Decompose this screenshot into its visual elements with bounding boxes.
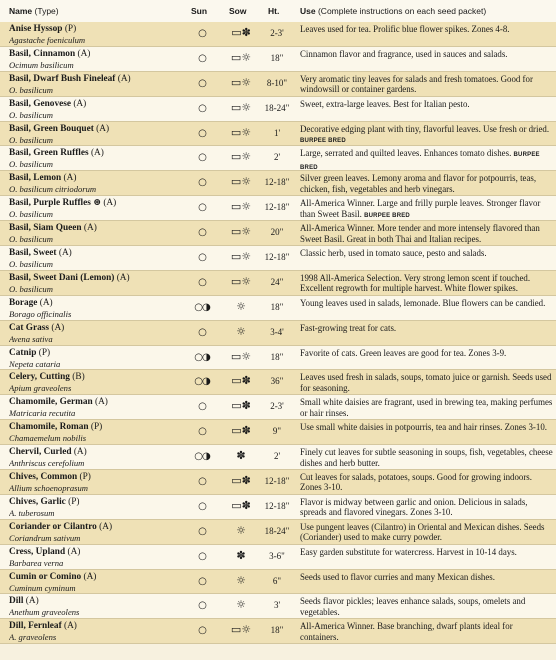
herb-latin-name: Nepeta cataria	[9, 358, 61, 369]
use-description	[300, 148, 553, 173]
table-row	[0, 445, 556, 470]
herb-type: (A)	[116, 272, 130, 283]
table-body	[0, 22, 556, 644]
herb-type: (P)	[38, 347, 51, 358]
herb-name: Cat Grass	[9, 322, 50, 333]
height-value: 3-6"	[269, 550, 285, 561]
sow-icon: ▭☼	[230, 349, 252, 363]
header-use-label: Use	[300, 6, 316, 16]
use-description	[300, 99, 553, 111]
herb-name-cell	[9, 74, 187, 95]
sun-icon: ○◑	[194, 301, 210, 313]
table-row	[0, 346, 556, 371]
use-description	[300, 348, 553, 360]
herb-name-cell	[9, 447, 187, 468]
herb-latin-name: Matricaria recutita	[9, 408, 76, 419]
height-value: 24"	[270, 276, 284, 287]
table-header	[0, 0, 556, 22]
herb-name: Coriander or Cilantro	[9, 521, 97, 532]
herb-name-cell	[9, 298, 187, 319]
herb-name-cell	[9, 472, 187, 493]
herb-name: Basil, Purple Ruffles ⊛	[9, 198, 101, 209]
use-text: Very aromatic tiny leaves for salads and fresh tomatoes. Good for windowsill or container gardens.	[300, 73, 533, 95]
height-value: 8-10"	[266, 77, 288, 88]
sun-icon: ○	[198, 227, 206, 239]
table-row	[0, 495, 556, 520]
sow-icon: ▭☼	[230, 250, 252, 264]
herb-name-cell	[9, 49, 187, 70]
use-description	[300, 621, 553, 644]
herb-name-line	[9, 397, 187, 408]
herb-name-cell	[9, 348, 187, 369]
herb-name-cell	[9, 148, 187, 169]
use-description	[300, 124, 553, 147]
herb-latin-name: O. basilicum	[9, 84, 53, 95]
herb-type: (A)	[39, 297, 53, 308]
header-height: Ht.	[268, 6, 280, 16]
table-row	[0, 122, 556, 147]
herb-name-line	[9, 422, 187, 433]
herb-name-line	[9, 49, 187, 60]
herb-name-cell	[9, 248, 187, 269]
sun-icon: ○	[198, 525, 206, 537]
height-value: 1'	[273, 127, 281, 138]
herb-type: (A)	[90, 148, 104, 159]
sun-icon: ○	[198, 152, 206, 164]
sun-icon: ○	[198, 202, 206, 214]
table-row	[0, 97, 556, 122]
herb-type: (A)	[67, 546, 81, 557]
herb-type: (P)	[68, 496, 80, 507]
sow-icon: ▭✽	[231, 374, 251, 388]
use-text: Flavor is midway between garlic and onion. Delicious in salads, spreads and flavored vinegars. Zones 3-10.	[300, 496, 528, 518]
use-text: 1998 All-America Selection. Very strong lemon scent if touched. Excellent regrowth for multiple harvest. White flower spikes.	[300, 272, 531, 294]
burpee-bred-badge: BURPEE BRED	[300, 152, 540, 171]
sun-icon: ○◑	[194, 351, 210, 363]
table-row	[0, 221, 556, 246]
header-sow: Sow	[229, 6, 247, 16]
herb-name: Basil, Sweet Dani (Lemon)	[9, 272, 115, 283]
use-description	[300, 572, 553, 584]
sun-icon: ○	[198, 102, 206, 114]
herb-name-line	[9, 273, 187, 284]
herb-name: Basil, Genovese	[9, 98, 71, 109]
herb-name-line	[9, 596, 187, 607]
herb-name-line	[9, 223, 187, 234]
herb-name-cell	[9, 372, 187, 393]
herb-name: Chervil, Curled	[9, 447, 72, 458]
sow-icon: ☼	[236, 598, 246, 612]
herb-name: Basil, Sweet	[9, 248, 57, 259]
herb-latin-name: A. tuberosum	[9, 507, 55, 518]
herb-name-cell	[9, 99, 187, 120]
herb-type: (A)	[95, 397, 108, 408]
use-text: Use small white daisies in potpourris, tea and hair rinses. Zones 3-10.	[300, 422, 547, 433]
table-row	[0, 72, 556, 97]
use-description	[300, 173, 553, 196]
herb-name: Celery, Cutting	[9, 372, 70, 383]
herb-type: (A)	[96, 123, 110, 134]
herb-latin-name: Allium schoenoprasum	[9, 483, 89, 494]
herb-name-cell	[9, 173, 187, 194]
use-description	[300, 472, 553, 495]
use-text: Seeds used to flavor curries and many Mexican dishes.	[300, 571, 495, 582]
use-text: Large, serrated and quilted leaves. Enhances tomato dishes.	[300, 148, 512, 159]
use-text: Cinnamon flavor and fragrance, used in sauces and salads.	[300, 48, 508, 59]
sow-icon: ▭☼	[230, 200, 252, 214]
herb-type: (A)	[73, 98, 87, 109]
use-description	[300, 372, 553, 395]
use-description	[300, 522, 553, 545]
herb-name-line	[9, 547, 187, 558]
sow-icon: ▭☼	[230, 100, 252, 114]
use-text: Seeds flavor pickles; leaves enhance salads, soups, omelets and vegetables.	[300, 596, 526, 617]
sun-icon: ○	[198, 550, 206, 562]
herb-latin-name: O. basilicum	[9, 259, 53, 270]
herb-name-line	[9, 323, 187, 334]
use-description	[300, 397, 553, 420]
herb-type: (A)	[51, 322, 65, 333]
herb-name-line	[9, 621, 187, 632]
table-row	[0, 545, 556, 570]
use-description	[300, 49, 553, 61]
table-row	[0, 47, 556, 72]
herb-name-cell	[9, 124, 187, 145]
height-value: 12-18"	[264, 177, 290, 188]
use-description	[300, 248, 553, 260]
herb-name-line	[9, 348, 187, 359]
header-use	[300, 6, 486, 16]
sun-icon: ○	[198, 401, 206, 413]
use-text: Favorite of cats. Green leaves are good for tea. Zones 3-9.	[300, 347, 507, 358]
height-value: 2'	[273, 152, 281, 163]
sun-icon: ○	[198, 326, 206, 338]
table-row	[0, 196, 556, 221]
sow-icon: ☼	[236, 324, 246, 338]
herb-name: Catnip	[9, 347, 37, 358]
sow-icon: ▭☼	[230, 225, 252, 239]
use-description	[300, 547, 553, 559]
sow-icon: ▭☼	[230, 623, 252, 637]
use-description	[300, 273, 553, 296]
sow-icon: ✽	[236, 548, 246, 562]
sow-icon: ☼	[236, 299, 246, 313]
herb-latin-name: Apium graveolens	[9, 383, 72, 394]
table-row	[0, 395, 556, 420]
table-row	[0, 470, 556, 495]
header-name-label: Name	[9, 6, 33, 16]
sow-icon: ☼	[236, 573, 246, 587]
herb-latin-name: O. basilicum	[9, 159, 53, 170]
use-text: Fast-growing treat for cats.	[300, 322, 397, 333]
use-text: All-America Winner. Large and frilly purple leaves. Stronger flavor than Sweet Basil.	[300, 198, 541, 219]
header-sun: Sun	[191, 6, 208, 16]
use-description	[300, 447, 553, 470]
herb-latin-name: O. basilicum	[9, 134, 53, 145]
use-text: Leaves used fresh in salads, soups, tomato juice or garnish. Seeds used for seasoning.	[300, 372, 552, 393]
herb-type: (A)	[58, 248, 72, 259]
height-value: 3'	[273, 600, 281, 611]
use-text: All-America Winner. More tender and more intensely flavored than Sweet Basil. Great in both Thai and Italian recipes.	[300, 223, 540, 244]
herb-name-line	[9, 99, 187, 110]
herb-name-cell	[9, 621, 187, 642]
sun-icon: ○	[198, 575, 206, 587]
herb-type: (A)	[117, 73, 131, 84]
herb-name-line	[9, 198, 187, 209]
herb-latin-name: Cuminum cyminum	[9, 582, 76, 593]
herb-name-line	[9, 497, 187, 508]
herb-name: Chives, Garlic	[9, 496, 66, 507]
sow-icon: ▭☼	[230, 274, 252, 288]
sun-icon: ○	[198, 252, 206, 264]
herb-type: (A)	[73, 447, 87, 458]
sun-icon: ○	[198, 625, 206, 637]
sow-icon: ▭✽	[231, 399, 251, 413]
herb-name-line	[9, 572, 187, 583]
header-type-label: (Type)	[34, 6, 59, 16]
height-value: 18"	[270, 301, 284, 312]
herb-name-line	[9, 148, 187, 159]
use-description	[300, 74, 553, 97]
herb-latin-name: Coriandrum sativum	[9, 532, 81, 543]
use-text: Use pungent leaves (Cilantro) in Oriental and Mexican dishes. Seeds (Coriander) used to make curry powder.	[300, 521, 545, 543]
sow-icon: ▭☼	[230, 75, 252, 89]
herb-name: Dill	[9, 596, 24, 607]
sow-icon: ▭✽	[231, 474, 251, 488]
use-text: Small white daisies are fragrant, used in brewing tea, making perfumes or hair rinses.	[300, 397, 553, 418]
use-description	[300, 323, 553, 335]
table-row	[0, 321, 556, 346]
herb-name-line	[9, 372, 187, 383]
height-value: 12-18"	[264, 476, 290, 487]
use-description	[300, 596, 553, 619]
herb-type: (A)	[99, 521, 113, 532]
herb-name: Chamomile, German	[9, 397, 93, 408]
use-text: Easy garden substitute for watercress. Harvest in 10-14 days.	[300, 546, 517, 557]
herb-name-cell	[9, 24, 187, 45]
sow-icon: ☼	[236, 523, 246, 537]
use-text: Young leaves used in salads, lemonade. Blue flowers can be candied.	[300, 297, 546, 308]
table-row	[0, 370, 556, 395]
sow-icon: ▭✽	[231, 498, 251, 512]
use-text: Sweet, extra-large leaves. Best for Italian pesto.	[300, 98, 470, 109]
use-text: Finely cut leaves for subtle seasoning in soups, fish, vegetables, cheese dishes and herb butter.	[300, 447, 553, 468]
herb-latin-name: Anthriscus cerefolium	[9, 458, 85, 469]
herb-name-line	[9, 522, 187, 533]
burpee-bred-badge: BURPEE BRED	[364, 212, 410, 219]
sow-icon: ▭✽	[231, 424, 251, 438]
sun-icon: ○	[198, 28, 206, 39]
use-text: Leaves used for tea. Prolific blue flower spikes. Zones 4-8.	[300, 24, 510, 34]
herb-name-line	[9, 74, 187, 85]
table-row	[0, 271, 556, 296]
sow-icon: ▭☼	[230, 150, 252, 164]
herb-name-line	[9, 173, 187, 184]
height-value: 18-24"	[264, 102, 290, 113]
herb-name: Basil, Green Bouquet	[9, 123, 94, 134]
height-value: 2'	[273, 451, 281, 462]
herb-latin-name: Ocimum basilicum	[9, 59, 74, 70]
sun-icon: ○	[198, 77, 206, 89]
table-row	[0, 296, 556, 321]
herb-name: Basil, Cinnamon	[9, 48, 76, 59]
sun-icon: ○	[198, 52, 206, 64]
herb-name: Chives, Common	[9, 472, 78, 483]
sun-icon: ○	[198, 600, 206, 612]
herb-name: Cress, Upland	[9, 546, 66, 557]
herb-name-line	[9, 298, 187, 309]
herb-name-cell	[9, 596, 187, 617]
herb-type: (P)	[79, 472, 91, 483]
herb-name-cell	[9, 198, 187, 219]
sow-icon: ▭☼	[230, 175, 252, 189]
use-text: Decorative edging plant with tiny, flavorful leaves. Use fresh or dried.	[300, 123, 550, 134]
herb-type: (P)	[90, 422, 103, 433]
herb-name-cell	[9, 572, 187, 593]
sun-icon: ○◑	[194, 376, 210, 388]
table-row	[0, 594, 556, 619]
herb-name: Chamomile, Roman	[9, 422, 89, 433]
herb-type: (A)	[77, 48, 91, 59]
height-value: 18"	[270, 52, 284, 63]
sun-icon: ○	[198, 177, 206, 189]
herb-type: (A)	[103, 198, 117, 209]
use-text: All-America Winner. Base branching, dwarf plants ideal for containers.	[300, 621, 513, 642]
sun-icon: ○	[198, 476, 206, 488]
herb-name-line	[9, 248, 187, 259]
height-value: 6"	[272, 575, 282, 586]
sow-icon: ▭☼	[230, 50, 252, 64]
table-row	[0, 420, 556, 445]
herb-latin-name: Avena sativa	[9, 333, 53, 344]
table-row	[0, 22, 556, 47]
header-name	[9, 6, 59, 16]
herb-latin-name: O. basilicum	[9, 234, 53, 245]
herb-name: Basil, Lemon	[9, 173, 62, 184]
herb-name-cell	[9, 273, 187, 294]
herb-type: (A)	[64, 621, 77, 632]
use-description	[300, 422, 553, 434]
use-description	[300, 198, 553, 221]
herb-name-line	[9, 24, 187, 35]
herb-latin-name: O. basilicum	[9, 209, 53, 220]
use-description	[300, 298, 553, 310]
sun-icon: ○	[198, 426, 206, 438]
herb-type: (A)	[63, 173, 77, 184]
herb-name: Basil, Dwarf Bush Fineleaf	[9, 73, 116, 84]
herb-latin-name: O. basilicum citriodorum	[9, 184, 97, 195]
height-value: 2-3'	[270, 28, 284, 38]
height-value: 36"	[270, 376, 284, 387]
sun-icon: ○	[198, 276, 206, 288]
herb-name-line	[9, 447, 187, 458]
height-value: 3-4'	[270, 326, 284, 337]
use-description	[300, 223, 553, 246]
herb-type: (A)	[83, 223, 97, 234]
height-value: 18"	[270, 625, 284, 636]
herb-type: (B)	[72, 372, 85, 383]
height-value: 9"	[272, 426, 282, 437]
sow-icon: ✽	[236, 449, 246, 463]
table-row	[0, 570, 556, 595]
table-row	[0, 246, 556, 271]
height-value: 12-18"	[264, 500, 290, 511]
herb-name-cell	[9, 497, 187, 518]
herb-name: Basil, Siam Queen	[9, 223, 82, 234]
herb-type: (A)	[25, 596, 39, 607]
table-row	[0, 146, 556, 171]
herb-latin-name: Barbarea verna	[9, 557, 64, 568]
sow-icon: ▭☼	[230, 125, 252, 139]
herb-name: Basil, Green Ruffles	[9, 148, 89, 159]
height-value: 2-3'	[270, 401, 284, 412]
herb-latin-name: A. graveolens	[9, 632, 57, 643]
table-row	[0, 520, 556, 545]
height-value: 18-24"	[264, 525, 290, 536]
sun-icon: ○	[198, 127, 206, 139]
herb-name-cell	[9, 547, 187, 568]
use-description	[300, 497, 553, 520]
herb-latin-name: Anethum graveolens	[9, 607, 80, 618]
sun-icon: ○	[198, 500, 206, 512]
herb-name: Dill, Fernleaf	[9, 621, 62, 632]
table-row	[0, 619, 556, 644]
herb-type: (A)	[83, 571, 97, 582]
herb-name-line	[9, 124, 187, 135]
height-value: 12-18"	[264, 202, 290, 213]
herb-latin-name: Agastache foeniculum	[9, 35, 86, 45]
sun-icon: ○◑	[194, 451, 210, 463]
herb-latin-name: O. basilicum	[9, 283, 53, 294]
herb-name-cell	[9, 422, 187, 443]
herb-type: (P)	[64, 24, 77, 34]
height-value: 20"	[270, 227, 284, 238]
burpee-bred-badge: BURPEE BRED	[300, 137, 346, 144]
herb-latin-name: Chamaemelum nobilis	[9, 433, 87, 444]
herb-name-cell	[9, 323, 187, 344]
herb-name-line	[9, 472, 187, 483]
herb-latin-name: Borago officinalis	[9, 308, 72, 319]
use-text: Classic herb, used in tomato sauce, pesto and salads.	[300, 248, 487, 259]
sow-icon: ▭✽	[231, 26, 251, 39]
herb-latin-name: O. basilicum	[9, 109, 53, 120]
table-row	[0, 171, 556, 196]
herb-name: Anise Hyssop	[9, 24, 63, 34]
header-use-note: (Complete instructions on each seed packet)	[317, 6, 487, 16]
herb-name: Cumin or Comino	[9, 571, 82, 582]
herb-name-cell	[9, 223, 187, 244]
herb-name-cell	[9, 522, 187, 543]
herb-name-cell	[9, 397, 187, 418]
use-text: Silver green leaves. Lemony aroma and flavor for potpourris, teas, chicken, fish, vegetables and herb vinegars.	[300, 173, 537, 194]
use-text: Cut leaves for salads, potatoes, soups. Good for growing indoors. Zones 3-10.	[300, 472, 532, 493]
use-description	[300, 24, 553, 36]
herb-name: Borage	[9, 297, 38, 308]
height-value: 12-18"	[264, 252, 290, 263]
height-value: 18"	[270, 351, 284, 362]
